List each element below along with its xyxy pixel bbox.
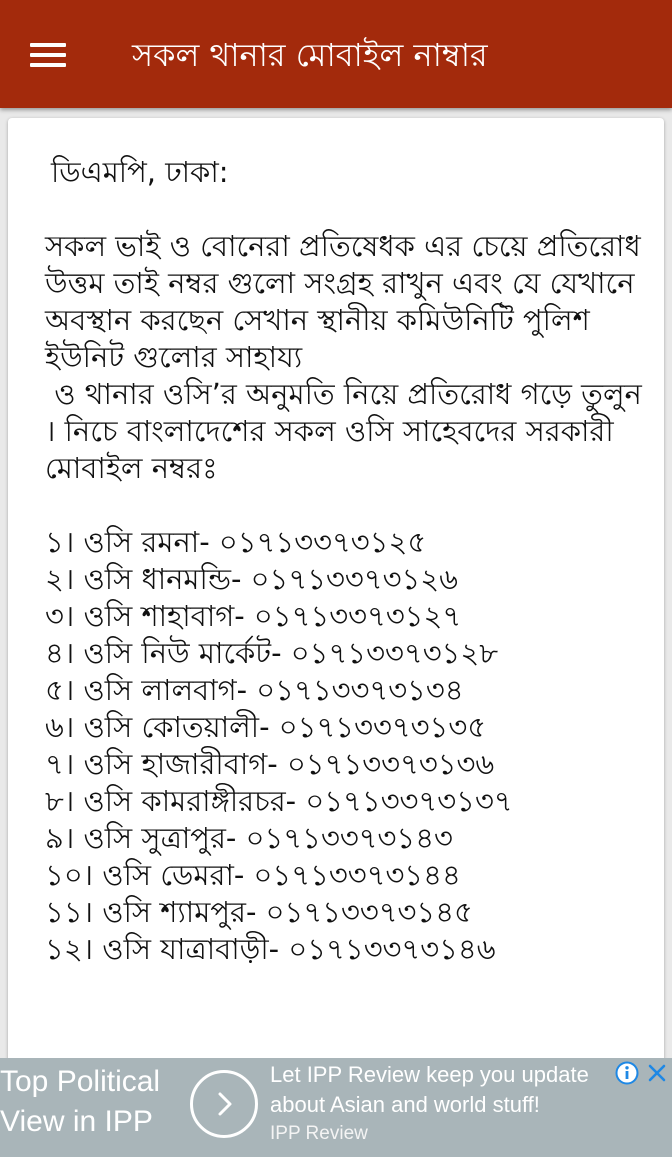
ad-headline-line: Let IPP Review keep you update	[270, 1062, 589, 1087]
ad-headline-line: about Asian and world stuff!	[270, 1092, 540, 1117]
app-title: সকল থানার মোবাইল নাম্বার	[132, 36, 488, 74]
phone-list-item: ৫। ওসি লালবাগ- ০১৭১৩৩৭৩১৩৪	[45, 673, 464, 707]
ad-left-line: View in IPP	[0, 1105, 153, 1138]
app-bar	[0, 0, 672, 108]
phone-list-item: ১০। ওসি ডেমরা- ০১৭১৩৩৭৩১৪৪	[45, 858, 461, 892]
info-icon[interactable]	[615, 1061, 639, 1085]
phone-list-item: ৪। ওসি নিউ মার্কেট- ০১৭১৩৩৭৩১২৮	[45, 636, 499, 670]
ad-left-line: Top Political	[0, 1065, 161, 1098]
hamburger-menu-icon[interactable]	[30, 40, 68, 70]
article-intro: সকল ভাই ও বোনেরা প্রতিষেধক এর চেয়ে প্রতিরোধ উত্তম তাই নম্বর গুলো সংগ্রহ রাখুন এবং যে যেখানে অবস্থান করছেন সেখান স্থানীয় কমিউনিটি পুলিশ ইউনিট গুলোর সাহায্য ও থানার ওসি’র অনুমতি নিয়ে প্রতিরোধ গড়ে তুলুন । নিচে বাংলাদেশের সকল ওসি সাহেবদের সরকারী মোবাইল নম্বরঃ	[45, 229, 642, 485]
ad-text[interactable]	[270, 1058, 630, 1146]
phone-list-item: ৭। ওসি হাজারীবাগ- ০১৭১৩৩৭৩১৩৬	[45, 747, 495, 781]
phone-list-item: ৩। ওসি শাহাবাগ- ০১৭১৩৩৭৩১২৭	[45, 599, 462, 633]
phone-list-item: ১। ওসি রমনা- ০১৭১৩৩৭৩১২৫	[45, 525, 427, 559]
content-card	[8, 118, 664, 1068]
phone-list-item: ৬। ওসি কোতয়ালী- ০১৭১৩৩৭৩১৩৫	[45, 710, 487, 744]
ad-headline	[270, 1060, 630, 1120]
phone-list-item: ১১। ওসি শ্যামপুর- ০১৭১৩৩৭৩১৪৫	[45, 895, 473, 929]
ad-banner[interactable]	[0, 1058, 672, 1157]
ad-source: IPP Review	[270, 1123, 368, 1144]
phone-list-item: ২। ওসি ধানমন্ডি- ০১৭১৩৩৭৩১২৬	[45, 562, 458, 596]
phone-list-item: ৯। ওসি সুত্রাপুর- ০১৭১৩৩৭৩১৪৩	[45, 821, 453, 855]
chevron-right-icon[interactable]	[190, 1070, 258, 1138]
article-heading: ডিএমপি, ঢাকা:	[51, 155, 229, 189]
phone-list	[45, 524, 645, 968]
phone-list-item: ১২। ওসি যাত্রাবাড়ী- ০১৭১৩৩৭৩১৪৬	[45, 932, 496, 966]
ad-left-text[interactable]	[0, 1062, 200, 1142]
close-icon[interactable]	[645, 1061, 669, 1085]
phone-list-item: ৮। ওসি কামরাঙ্গীরচর- ০১৭১৩৩৭৩১৩৭	[45, 784, 513, 818]
article-body	[45, 154, 645, 968]
